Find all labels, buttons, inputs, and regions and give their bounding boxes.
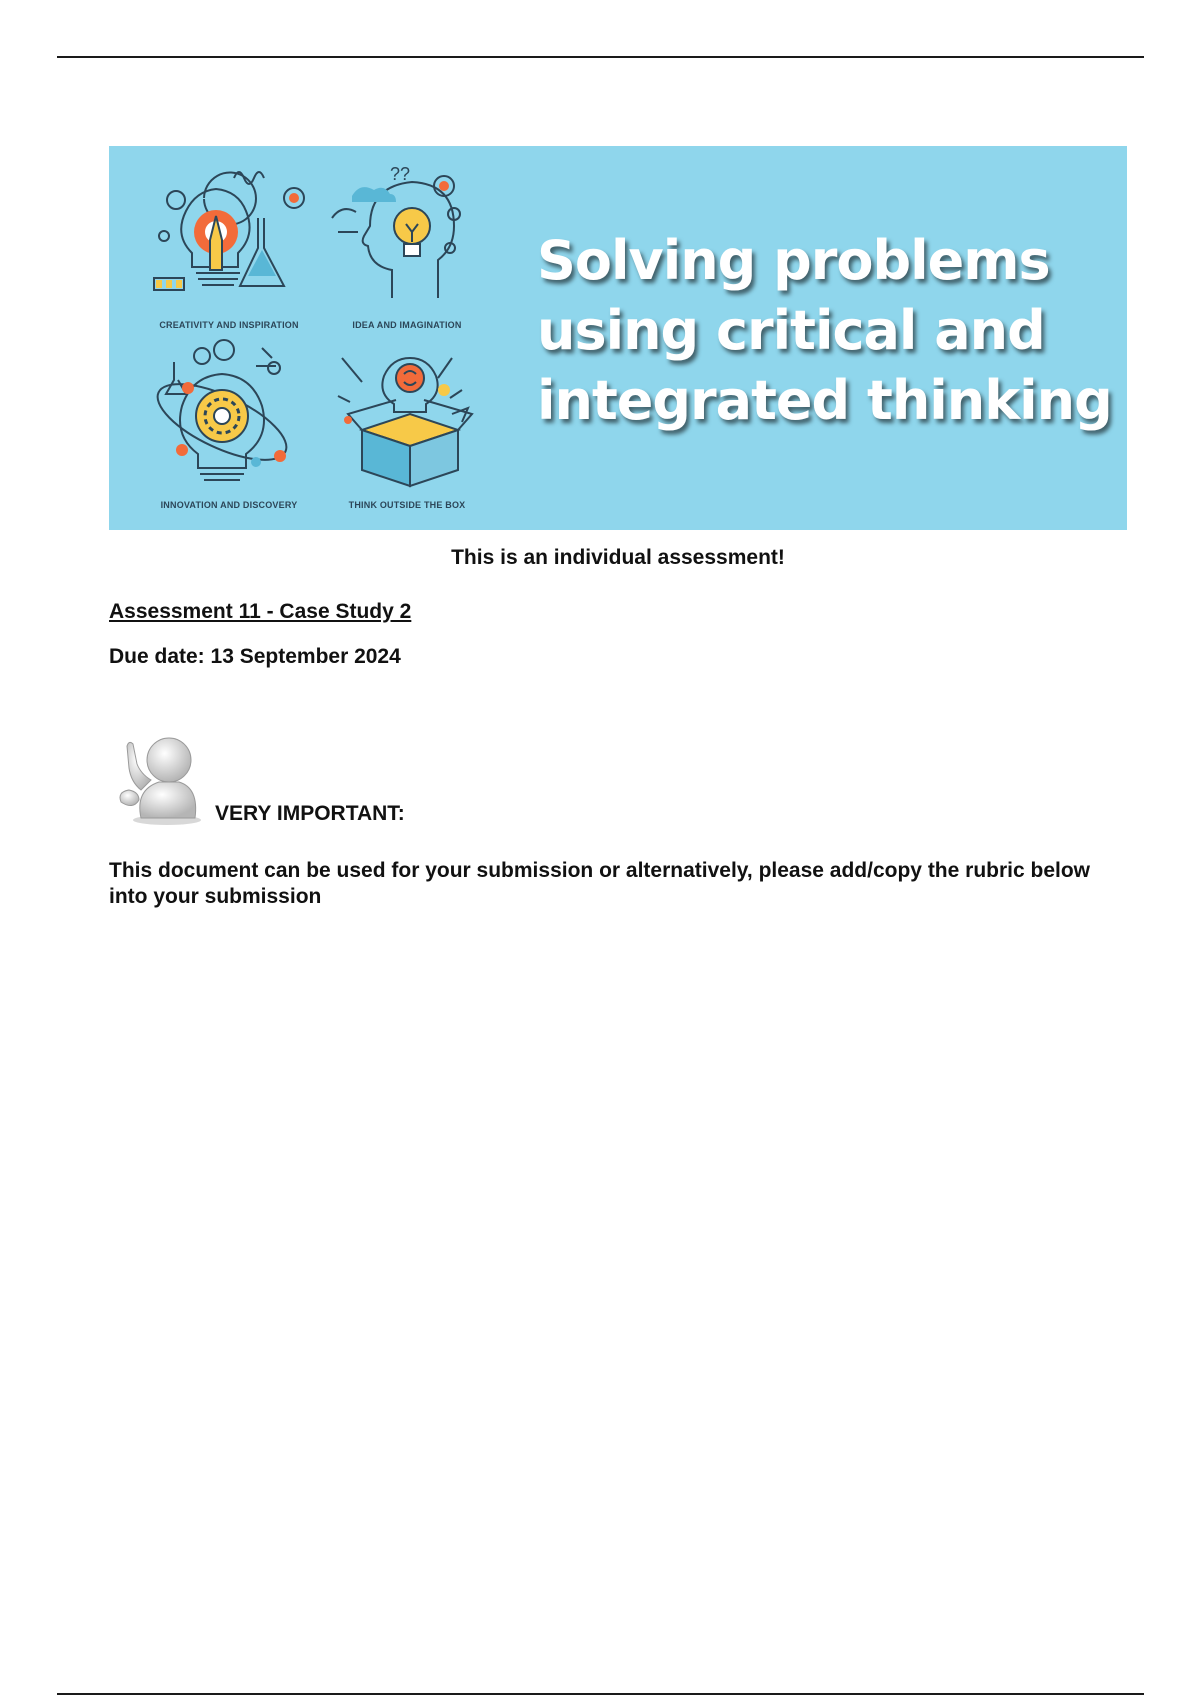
very-important-label: VERY IMPORTANT:	[215, 802, 405, 825]
bottom-rule	[57, 1693, 1144, 1695]
outside-box-tile	[322, 338, 492, 518]
idea-tile	[322, 158, 492, 338]
lightbulb-pencil-flask-icon	[144, 158, 314, 318]
head-lightbulb-icon	[322, 158, 492, 318]
tile-label: THINK OUTSIDE THE BOX	[348, 500, 466, 510]
header-banner	[109, 146, 1127, 530]
headline-line: integrated thinking	[537, 369, 1112, 432]
tile-label: INNOVATION AND DISCOVERY	[160, 500, 298, 510]
tile-label: CREATIVITY AND INSPIRATION	[159, 320, 299, 330]
due-date: Due date: 13 September 2024	[109, 645, 401, 668]
headline-line: Solving problems	[537, 229, 1050, 292]
banner-headline	[537, 226, 1117, 436]
top-rule	[57, 56, 1144, 58]
headline-line: using critical and	[537, 299, 1045, 362]
submission-instruction: This document can be used for your submission or alternatively, please add/copy the rubric below into your submission	[109, 859, 1091, 908]
assessment-title: Assessment 11 - Case Study 2	[109, 600, 412, 623]
individual-assessment-notice: This is an individual assessment!	[451, 546, 785, 569]
svg-text:??: ??	[390, 164, 411, 184]
box-brain-bulb-icon	[322, 338, 492, 498]
lightbulb-gear-orbit-icon	[144, 338, 314, 498]
tile-label: IDEA AND IMAGINATION	[352, 320, 462, 330]
innovation-tile	[144, 338, 314, 518]
pointing-figure-icon	[115, 730, 205, 826]
creativity-tile	[144, 158, 314, 338]
